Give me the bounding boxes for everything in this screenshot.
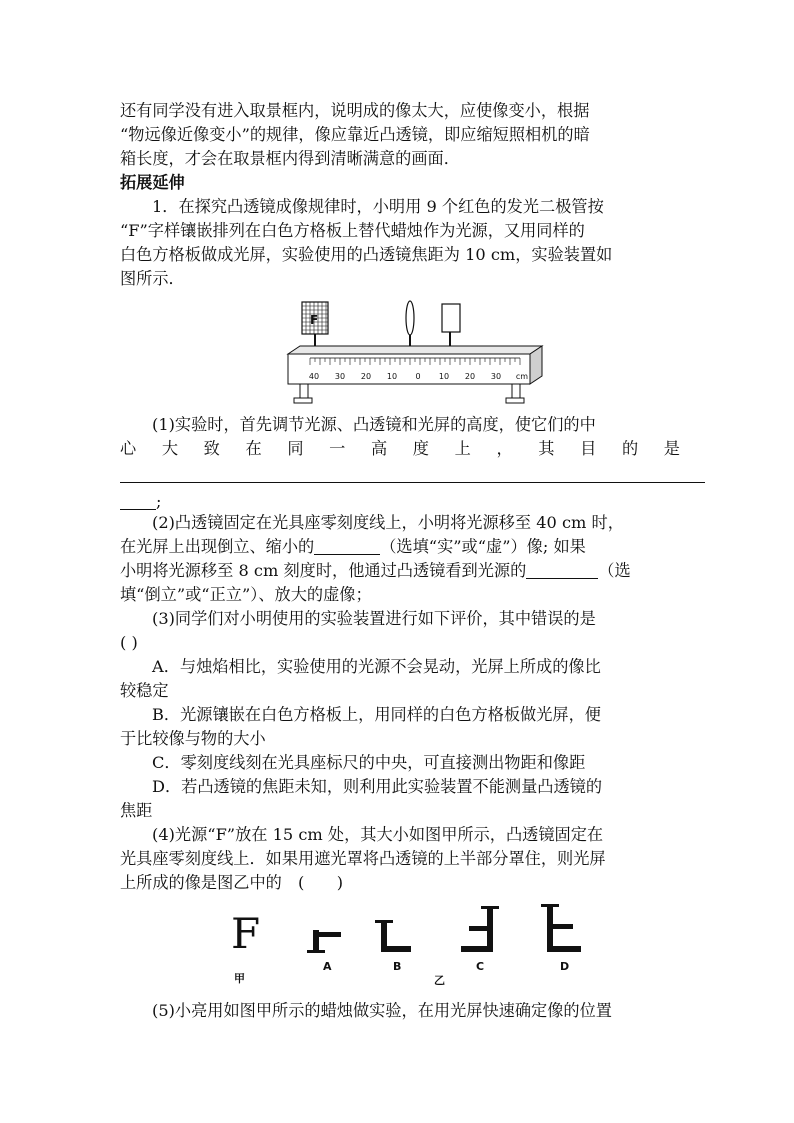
part-2-text: [120, 559, 680, 583]
source-letter: F: [310, 313, 319, 327]
bench-tick-label: 40: [308, 372, 320, 381]
spaced-char: 是: [663, 439, 680, 458]
label-c: C: [476, 960, 485, 973]
option-b: B．光源镶嵌在白色方格板上，用同样的白色方格板做光屏，便: [152, 705, 601, 724]
bench-tick-label: 10: [438, 372, 450, 381]
option-c-image: [461, 906, 499, 952]
option-c: C．零刻度线刻在光具座标尺的中央，可直接测出物距和像距: [152, 753, 586, 772]
optical-bench-figure: [280, 298, 550, 410]
spaced-char: 目: [580, 439, 597, 458]
question-1-text: “F”字样镶嵌排列在白色方格板上替代蜡烛作为光源，又用同样的: [120, 221, 585, 240]
text-line: “物远像近像变小”的规律，像应靠近凸透镜，即应缩短照相机的暗: [120, 125, 590, 144]
section-heading: 拓展延伸: [120, 173, 185, 192]
answer-blank-2[interactable]: [314, 538, 380, 555]
image-options-figure: [225, 902, 595, 962]
option-d: D．若凸透镜的焦距未知，则利用此实验装置不能测量凸透镜的: [152, 777, 603, 796]
text-span: （选: [598, 561, 631, 580]
answer-blank-1[interactable]: [120, 482, 705, 483]
semicolon: ;: [156, 492, 162, 511]
part-2-text: [120, 535, 680, 559]
spaced-char: 高: [370, 439, 388, 458]
option-a: A．与烛焰相比，实验使用的光源不会晃动，光屏上所成的像比: [152, 657, 601, 676]
bench-tick-label: cm: [515, 372, 529, 381]
option-a: 较稳定: [120, 681, 169, 700]
part-4-text: 光具座零刻度线上．如果用遮光罩将凸透镜的上半部分罩住，则光屏: [120, 849, 606, 868]
option-d: 焦距: [120, 801, 153, 820]
part-4-text: (4)光源“F”放在 15 cm 处，其大小如图甲所示，凸透镜固定在: [152, 825, 604, 844]
part-2-text: 填“倒立”或“正立”）、放大的虚像；: [120, 585, 372, 604]
spaced-char: ，: [496, 439, 513, 458]
text-span: 小明将光源移至 8 cm 刻度时，他通过凸透镜看到光源的: [120, 561, 527, 580]
label-a: A: [323, 960, 332, 973]
label-jia: 甲: [234, 972, 245, 985]
text-line: 还有同学没有进入取景框内，说明成的像太大，应使像变小，根据: [120, 101, 590, 120]
text-span: （选填“实”或“虚”）像; 如果: [380, 537, 586, 556]
spaced-char: 上: [454, 439, 471, 458]
answer-blank-3[interactable]: [526, 562, 598, 579]
text-span: 在光屏上出现倒立、缩小的: [120, 537, 315, 556]
question-1-text: 图所示．: [120, 269, 185, 288]
bench-tick-label: 20: [360, 372, 372, 381]
bench-tick-label: 0: [415, 372, 421, 381]
question-1-text: 白色方格板做成光屏，实验使用的凸透镜焦距为 10 cm，实验装置如: [120, 245, 613, 264]
option-b-image: [375, 920, 411, 952]
spaced-char: 在: [245, 439, 262, 458]
spaced-char: 其: [538, 439, 555, 458]
question-1-text: 1．在探究凸透镜成像规律时，小明用 9 个红色的发光二极管按: [152, 197, 604, 216]
figure-jia-letter: F: [231, 909, 261, 958]
option-d-image: [541, 904, 581, 952]
bench-tick-label: 30: [490, 372, 502, 381]
spaced-char: 同: [287, 439, 304, 458]
bench-tick-label: 20: [464, 372, 476, 381]
spaced-char: 的: [621, 439, 639, 458]
part-2-text: (2)凸透镜固定在光具座零刻度线上，小明将光源移至 40 cm 时，: [152, 513, 624, 532]
option-a-image: [307, 930, 341, 953]
label-b: B: [393, 960, 402, 973]
part-5-text: (5)小亮用如图甲所示的蜡烛做实验，在用光屏快速确定像的位置: [152, 1001, 612, 1020]
bench-tick-label: 10: [386, 372, 398, 381]
part-3-answer-bracket: ( ): [120, 633, 138, 652]
spaced-char: 心: [120, 439, 137, 458]
spaced-char: 大: [161, 439, 179, 458]
answer-blank-1-tail[interactable]: [120, 493, 156, 510]
option-b: 于比较像与物的大小: [120, 729, 266, 748]
spaced-char: 一: [329, 439, 346, 458]
spaced-char: 度: [412, 439, 429, 458]
part-1-text: (1)实验时，首先调节光源、凸透镜和光屏的高度，使它们的中: [152, 415, 596, 434]
part-1-spaced-line: [120, 437, 680, 461]
bench-tick-label: 30: [334, 372, 346, 381]
part-3-text: (3)同学们对小明使用的实验装置进行如下评价，其中错误的是: [152, 609, 596, 628]
label-yi: 乙: [434, 974, 445, 987]
label-d: D: [560, 960, 570, 973]
part-4-text: 上所成的像是图乙中的 ( ): [120, 873, 344, 892]
text-line: 箱长度，才会在取景框内得到清晰满意的画面．: [120, 149, 460, 168]
spaced-char: 致: [203, 439, 220, 458]
